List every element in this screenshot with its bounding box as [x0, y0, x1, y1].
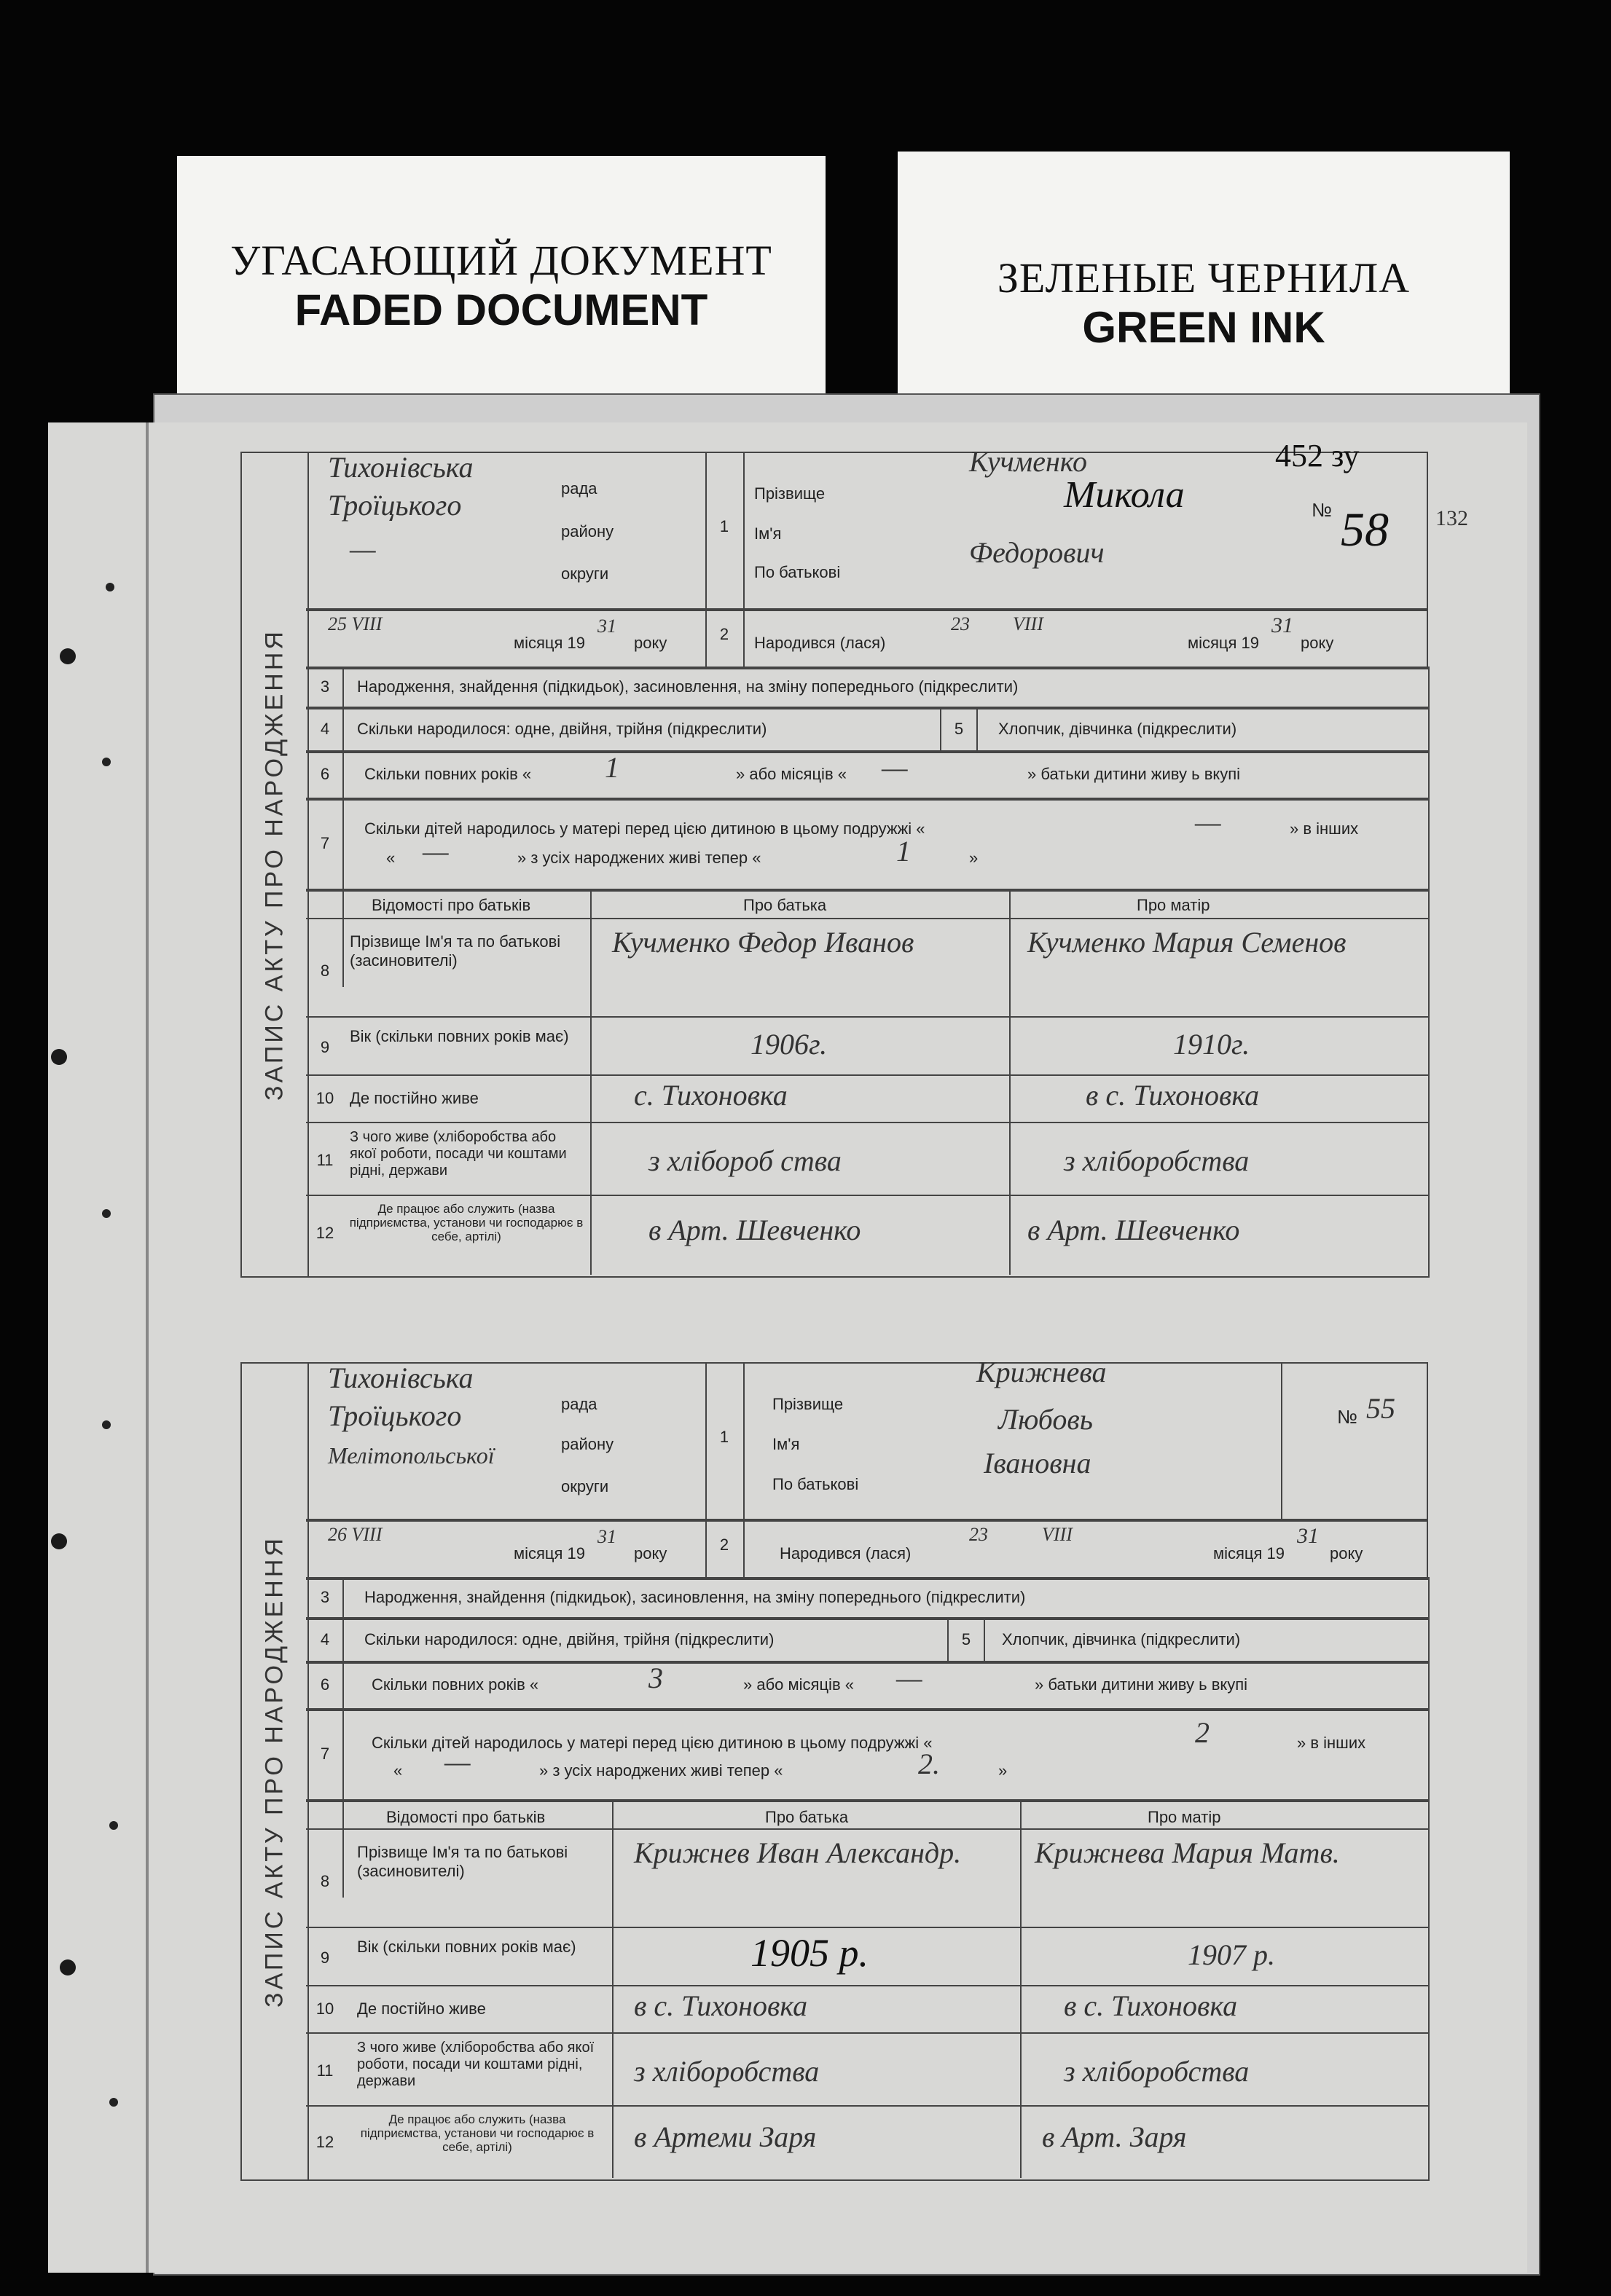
mother-age-value: 1910г. — [1173, 1028, 1250, 1061]
month-label: місяця 19 — [1188, 634, 1260, 652]
row7-text-e: » — [998, 1761, 1008, 1780]
row-7 — [306, 798, 1430, 892]
father-work-value: в Арт. Шевченко — [648, 1214, 861, 1246]
row-number-5: 5 — [954, 720, 964, 738]
month-label: місяця 19 — [514, 634, 586, 652]
row-number-2: 2 — [719, 625, 729, 643]
record-number: 58 — [1341, 503, 1389, 557]
binding-hole — [109, 1821, 118, 1830]
mother-age-value: 1907 р. — [1188, 1938, 1275, 1971]
divider — [306, 1016, 1428, 1018]
father-residence-value: с. Тихоновка — [634, 1079, 788, 1112]
row7-text-c: « — [386, 849, 396, 867]
row10-text: Де постійно живе — [350, 1089, 479, 1107]
binding-hole — [51, 1049, 67, 1065]
roku-label: року — [634, 634, 667, 652]
born-year-value: 31 — [1271, 613, 1293, 637]
raion-label: району — [561, 1435, 614, 1453]
row8-text: Прізвище Ім'я та по батькові (засиновителі) — [350, 932, 561, 970]
row-number-9: 9 — [320, 1949, 330, 1967]
green-ink-label — [898, 152, 1510, 406]
name-label: Ім'я — [772, 1435, 800, 1453]
faded-label-en: FADED DOCUMENT — [294, 286, 708, 334]
row-number-8: 8 — [320, 962, 330, 980]
divider — [306, 1927, 1428, 1928]
months-together-value: — — [896, 1662, 922, 1694]
number-sign: № — [1337, 1406, 1357, 1428]
patronymic-label: По батькові — [754, 563, 841, 581]
children-other-value: — — [423, 835, 449, 868]
father-header: Про батька — [743, 896, 827, 914]
number-box — [1281, 1362, 1428, 1522]
born-label: Народився (лася) — [780, 1544, 912, 1562]
divider — [306, 1985, 1428, 1986]
row-number-12: 12 — [315, 1224, 334, 1242]
reg-year-value: 31 — [597, 616, 616, 637]
surname-label: Прізвище — [772, 1395, 844, 1413]
green-label-ru: ЗЕЛЕНЫЕ ЧЕРНИЛА — [997, 254, 1411, 302]
alive-now-value: 1 — [896, 835, 911, 868]
reg-date-value: 26 VIII — [328, 1524, 383, 1545]
born-label: Народився (лася) — [754, 634, 886, 652]
born-year-value: 31 — [1297, 1524, 1319, 1548]
row-number-7: 7 — [320, 1745, 330, 1763]
raion-label: району — [561, 522, 614, 540]
number-sign: № — [1312, 499, 1332, 521]
surname-label: Прізвище — [754, 484, 826, 503]
divider — [306, 918, 1428, 919]
row7-text-b: » в інших — [1297, 1734, 1366, 1752]
row11-text: З чого живе (хліборобства або якої роботи, посади чи коштами рідні, держави — [357, 2040, 595, 2089]
row-number-4: 4 — [320, 720, 330, 738]
row-number-4: 4 — [320, 1630, 330, 1648]
record-side-title: ЗАПИС АКТУ ПРО НАРОДЖЕННЯ — [240, 1362, 309, 2181]
archive-number: 452 зу — [1275, 438, 1360, 473]
father-age-value: 1906г. — [750, 1028, 828, 1061]
row6-text-c: » батьки дитини живу ь вкупі — [1035, 1675, 1248, 1694]
mother-residence-value: в с. Тихоновка — [1064, 1989, 1238, 2022]
months-together-value: — — [882, 751, 908, 784]
row-number-2: 2 — [719, 1536, 729, 1554]
father-name-value: Крижнев Иван Александр. — [634, 1836, 962, 1869]
rada-value: Тихонівська — [328, 451, 474, 484]
rada-label: рада — [561, 1395, 597, 1413]
children-before-value: — — [1195, 806, 1221, 838]
divider — [306, 2032, 1428, 2034]
row-number-11: 11 — [316, 2061, 334, 2080]
mother-residence-value: в с. Тихоновка — [1086, 1079, 1260, 1112]
row7-text-b: » в інших — [1290, 819, 1359, 838]
name-value: Любовь — [998, 1403, 1093, 1436]
alive-now-value: 2. — [918, 1747, 940, 1780]
mother-name-value: Кучменко Мария Семенов — [1027, 926, 1347, 959]
father-header: Про батька — [765, 1808, 849, 1826]
divider — [306, 1074, 1428, 1076]
surname-value: Крижнева — [976, 1356, 1107, 1388]
binding-hole — [51, 1533, 67, 1549]
row-number-7: 7 — [320, 834, 330, 852]
born-month-value: VIII — [1013, 613, 1043, 634]
surname-value: Кучменко — [969, 445, 1087, 478]
mother-name-value: Крижнева Мария Матв. — [1035, 1836, 1340, 1869]
binding-hole — [60, 1959, 76, 1975]
row-number-3: 3 — [320, 677, 330, 696]
binding-hole — [102, 1209, 111, 1218]
divider — [306, 1195, 1428, 1196]
father-name-value: Кучменко Федор Иванов — [612, 926, 914, 959]
binding-hole — [106, 583, 114, 591]
row9-text: Вік (скільки повних років має) — [357, 1938, 576, 1956]
row-7 — [306, 1708, 1430, 1802]
row4-text: Скільки народилося: одне, двійня, трійня (підкреслити) — [364, 1630, 775, 1648]
mother-header: Про матір — [1148, 1808, 1221, 1826]
born-day-value: 23 — [969, 1524, 988, 1545]
row6-text-b: » або місяців « — [743, 1675, 854, 1694]
row7-text-c: « — [393, 1761, 403, 1780]
binding-hole — [60, 648, 76, 664]
faded-document-label — [177, 156, 826, 404]
father-age-value: 1905 р. — [750, 1931, 869, 1975]
faded-label-ru: УГАСАЮЩИЙ ДОКУМЕНТ — [230, 237, 772, 284]
okruh-label: округи — [561, 565, 609, 583]
mother-occupation-value: з хліборобства — [1064, 2055, 1250, 2088]
roku-label: року — [1330, 1544, 1363, 1562]
record-side-title: ЗАПИС АКТУ ПРО НАРОДЖЕННЯ — [240, 452, 309, 1278]
divider — [1009, 889, 1011, 1275]
row-number-1: 1 — [719, 1428, 729, 1446]
mother-occupation-value: з хліборобства — [1064, 1144, 1250, 1177]
raion-value: Троїцького — [328, 1399, 462, 1432]
divider — [306, 2105, 1428, 2107]
row7-text-e: » — [969, 849, 979, 867]
row-number-6: 6 — [320, 765, 330, 783]
father-residence-value: в с. Тихоновка — [634, 1989, 808, 2022]
row10-text: Де постійно живе — [357, 2000, 486, 2018]
father-work-value: в Артеми Заря — [634, 2120, 817, 2153]
row5-text: Хлопчик, дівчинка (підкреслити) — [1002, 1630, 1241, 1648]
years-together-value: 3 — [648, 1662, 663, 1694]
birth-record-1 — [240, 438, 1468, 1275]
divider — [984, 1617, 985, 1661]
mother-work-value: в Арт. Шевченко — [1027, 1214, 1240, 1246]
years-together-value: 1 — [605, 751, 619, 784]
parents-info-header: Відомості про батьків — [372, 896, 531, 914]
row5-text: Хлопчик, дівчинка (підкреслити) — [998, 720, 1237, 738]
row7-text-d: » з усіх народжених живі тепер « — [517, 849, 761, 867]
mother-header: Про матір — [1137, 896, 1210, 914]
roku-label: року — [634, 1544, 667, 1562]
children-before-value: 2 — [1195, 1716, 1210, 1749]
row-number-5: 5 — [961, 1630, 971, 1648]
patronymic-value: Івановна — [984, 1447, 1091, 1479]
row3-text: Народження, знайдення (підкидьок), засиновлення, на зміну попереднього (підкреслити) — [357, 677, 1019, 696]
row-number-10: 10 — [315, 1089, 334, 1107]
raion-value: Троїцького — [328, 489, 462, 522]
row12-text: Де працює або служить (назва підприємства, установи чи господарює в себе, артілі) — [349, 1202, 584, 1243]
row-number-1: 1 — [719, 517, 729, 535]
divider — [612, 1799, 614, 2178]
rada-value: Тихонівська — [328, 1361, 474, 1394]
row7-text-a: Скільки дітей народилось у матері перед цією дитиною в цьому подружжі « — [364, 819, 925, 838]
row7-text-d: » з усіх народжених живі тепер « — [539, 1761, 783, 1780]
binding-hole — [109, 2098, 118, 2107]
row8-text: Прізвище Ім'я та по батькові (засиновителі) — [357, 1843, 568, 1880]
row-number-10: 10 — [315, 2000, 334, 2018]
row6-text-c: » батьки дитини живу ь вкупі — [1027, 765, 1241, 783]
binding-hole — [102, 1420, 111, 1429]
okruh-value: — — [350, 532, 376, 565]
patronymic-value: Федорович — [969, 536, 1105, 569]
patronymic-label: По батькові — [772, 1475, 859, 1493]
record-number: 55 — [1366, 1392, 1395, 1425]
row12-text: Де працює або служить (назва підприємства, установи чи господарює в себе, артілі) — [360, 2112, 595, 2154]
month-label: місяця 19 — [514, 1544, 586, 1562]
reg-year-value: 31 — [597, 1526, 616, 1547]
name-value: Микола — [1064, 474, 1185, 516]
corner-number: 132 — [1435, 506, 1468, 530]
name-label: Ім'я — [754, 524, 782, 543]
roku-label: року — [1301, 634, 1334, 652]
row4-text: Скільки народилося: одне, двійня, трійня (підкреслити) — [357, 720, 767, 738]
born-day-value: 23 — [951, 613, 970, 634]
row6-text-a: Скільки повних років « — [372, 1675, 539, 1694]
binding-fold — [146, 422, 149, 2273]
row7-text-a: Скільки дітей народилось у матері перед цією дитиною в цьому подружжі « — [372, 1734, 933, 1752]
divider — [306, 1828, 1428, 1830]
row6-text-a: Скільки повних років « — [364, 765, 532, 783]
rada-label: рада — [561, 479, 597, 498]
father-occupation-value: з хлібороб ства — [648, 1144, 842, 1177]
birth-record-2 — [240, 1356, 1457, 2178]
divider — [306, 1122, 1428, 1123]
born-month-value: VIII — [1042, 1524, 1073, 1545]
divider — [590, 889, 592, 1275]
row-number-6: 6 — [320, 1675, 330, 1694]
row-number-12: 12 — [315, 2133, 334, 2151]
divider — [1020, 1799, 1022, 2178]
okruh-label: округи — [561, 1477, 609, 1495]
month-label: місяця 19 — [1213, 1544, 1285, 1562]
row-number-11: 11 — [316, 1151, 334, 1169]
parents-info-header: Відомості про батьків — [386, 1808, 546, 1826]
mother-work-value: в Арт. Заря — [1042, 2120, 1187, 2153]
okruh-value: Мелітопольської — [328, 1442, 495, 1469]
children-other-value: — — [444, 1745, 471, 1778]
green-label-en: GREEN INK — [1082, 303, 1325, 352]
father-occupation-value: з хліборобства — [634, 2055, 820, 2088]
row3-text: Народження, знайдення (підкидьок), засиновлення, на зміну попереднього (підкреслити) — [364, 1588, 1026, 1606]
row9-text: Вік (скільки повних років має) — [350, 1027, 569, 1045]
row-number-3: 3 — [320, 1588, 330, 1606]
row6-text-b: » або місяців « — [736, 765, 847, 783]
divider — [976, 707, 978, 750]
reg-date-value: 25 VIII — [328, 613, 383, 634]
row-number-8: 8 — [320, 1872, 330, 1890]
row11-text: З чого живе (хліборобства або якої роботи, посади чи коштами рідні, держави — [350, 1129, 567, 1179]
binding-hole — [102, 758, 111, 766]
row-number-9: 9 — [320, 1038, 330, 1056]
